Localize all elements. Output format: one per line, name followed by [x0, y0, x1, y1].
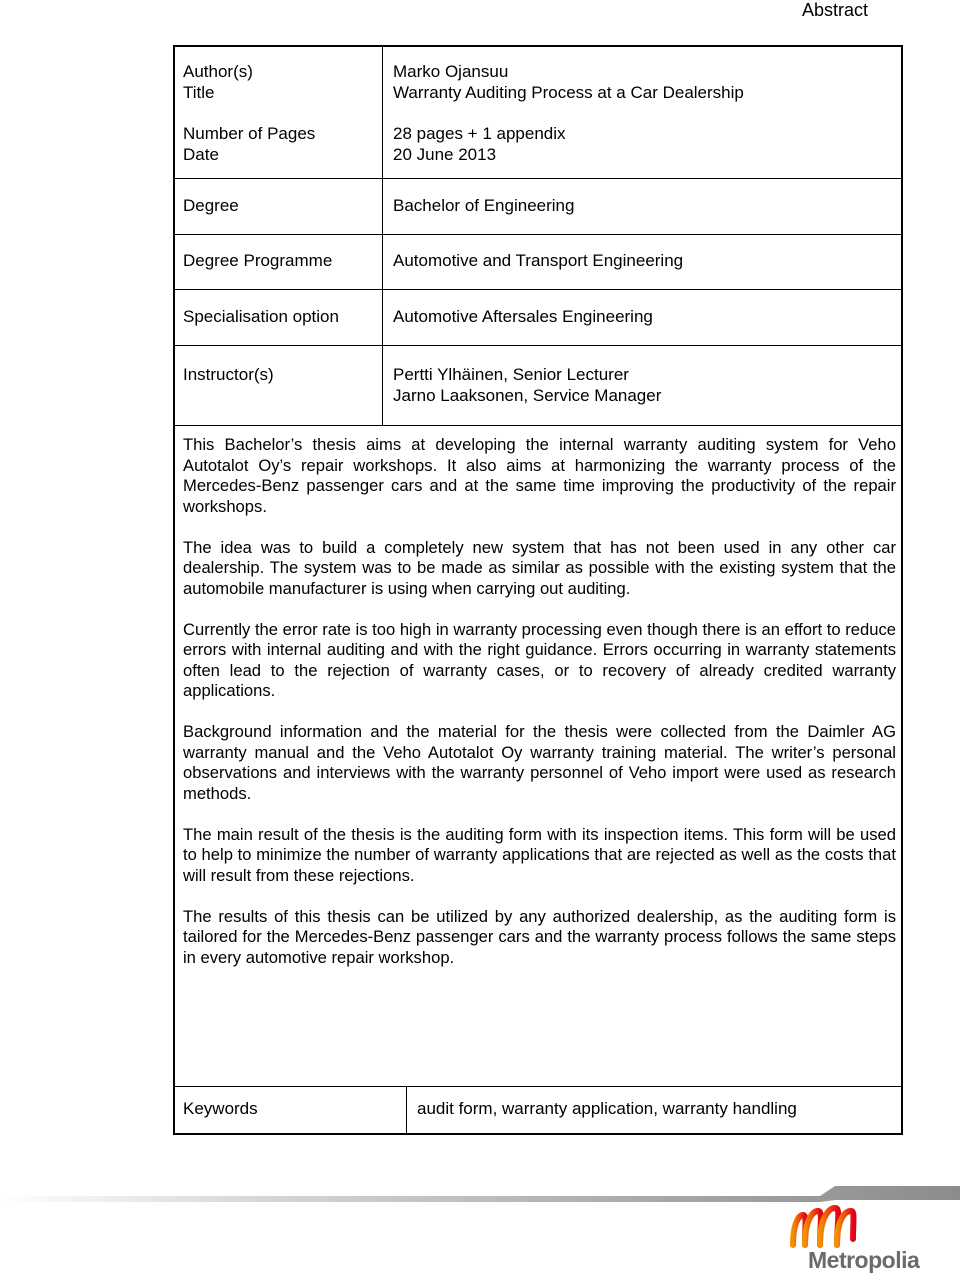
abstract-paragraph: This Bachelor’s thesis aims at developing the internal warranty auditing system for Veho Autotalot Oy’s repair workshops. It also aims at harmonizing the warranty process of the Mercedes-Benz passenger cars and at the same time improving the productivity of the repair workshops.	[183, 435, 896, 516]
degree-label: Degree	[183, 196, 239, 215]
title-label: Title	[183, 83, 215, 102]
programme-label: Degree Programme	[183, 251, 333, 270]
column-divider	[382, 235, 383, 289]
abstract-form	[173, 45, 903, 1135]
title-value: Warranty Auditing Process at a Car Dealership	[393, 83, 744, 102]
abstract-paragraph: Background information and the material for the thesis were collected from the Daimler AG warranty manual and the Veho Autotalot Oy warranty training material. The writer’s personal observations and interviews with the warranty personnel of Veho import were used as research methods.	[183, 722, 896, 803]
abstract-paragraph: Currently the error rate is too high in warranty processing even though there is an effort to reduce errors with internal auditing and with the right guidance. Errors occurring in warranty statements often lead to the rejection of warranty cases, or to recovery of already credited warranty applications.	[183, 619, 896, 700]
footer-gradient-band	[0, 1186, 960, 1202]
row-degree	[175, 179, 901, 235]
pages-value: 28 pages + 1 appendix	[393, 124, 566, 143]
instructor-value-1: Pertti Ylhäinen, Senior Lecturer	[393, 365, 629, 384]
instructor-value-2: Jarno Laaksonen, Service Manager	[393, 386, 662, 405]
column-divider	[382, 179, 383, 234]
keywords-label: Keywords	[183, 1099, 258, 1118]
column-divider	[382, 346, 383, 425]
abstract-paragraph: The results of this thesis can be utilized by any authorized dealership, as the auditing form is tailored for the Mercedes-Benz passenger cars and the warranty process follows the same steps in every automotive repair workshop.	[183, 906, 896, 967]
date-value: 20 June 2013	[393, 145, 497, 164]
row-specialisation	[175, 290, 901, 346]
author-value: Marko Ojansuu	[393, 62, 509, 81]
abstract-text	[183, 435, 896, 989]
row-author-title-date	[175, 47, 901, 179]
degree-value: Bachelor of Engineering	[393, 196, 575, 215]
pages-label: Number of Pages	[183, 124, 316, 143]
metropolia-logo-text: Metropolia	[808, 1247, 920, 1273]
specialisation-label: Specialisation option	[183, 307, 339, 326]
keywords-value: audit form, warranty application, warranty handling	[417, 1099, 797, 1118]
page-header-abstract: Abstract	[801, 0, 868, 20]
row-keywords	[175, 1086, 901, 1133]
specialisation-value: Automotive Aftersales Engineering	[393, 307, 653, 326]
abstract-paragraph: The idea was to build a completely new system that has not been used in any other car dealership. The system was to be made as similar as possible with the existing system that the automobile manufacturer is using when carrying out auditing.	[183, 537, 896, 598]
column-divider	[382, 290, 383, 345]
programme-value: Automotive and Transport Engineering	[393, 251, 684, 270]
date-label: Date	[183, 145, 219, 164]
instructor-label: Instructor(s)	[183, 365, 274, 384]
column-divider	[382, 47, 383, 178]
row-degree-programme	[175, 235, 901, 290]
column-divider	[406, 1087, 407, 1133]
abstract-paragraph: The main result of the thesis is the auditing form with its inspection items. This form will be used to help to minimize the number of warranty applications that are rejected as well as the costs that will result from these rejections.	[183, 824, 896, 885]
author-label: Author(s)	[183, 62, 253, 81]
row-instructor	[175, 346, 901, 426]
